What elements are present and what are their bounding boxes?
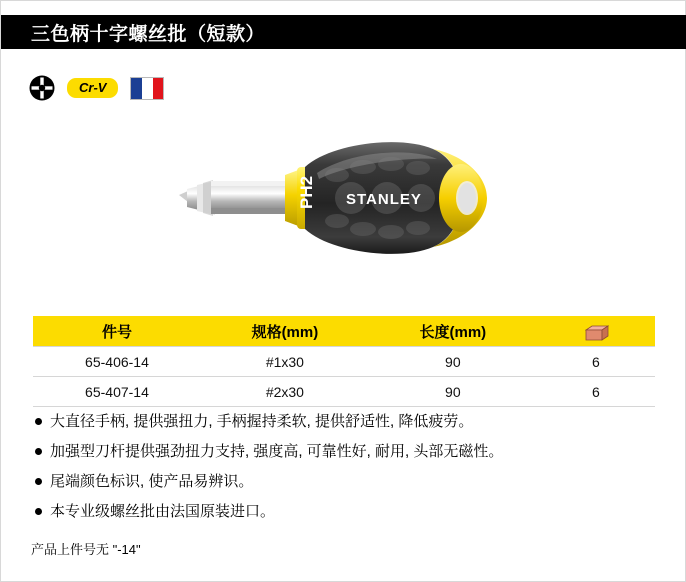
- cell-part-number: 65-407-14: [33, 377, 201, 407]
- bullet-dot-icon: [35, 478, 42, 485]
- page-title: 三色柄十字螺丝批（短款）: [31, 23, 266, 45]
- list-item: [35, 467, 655, 497]
- table-row: [33, 347, 655, 377]
- product-image: [1, 113, 686, 303]
- material-badge: Cr-V: [67, 78, 118, 98]
- cell-spec: #1x30: [201, 347, 369, 377]
- cell-length: 90: [369, 347, 537, 377]
- spec-table: [33, 316, 655, 407]
- feature-text: 大直径手柄, 提供强扭力, 手柄握持柔软, 提供舒适性, 降低疲劳。: [50, 413, 474, 430]
- table-header-box-quantity: [537, 316, 655, 347]
- feature-text: 尾端颜色标识, 使产品易辨识。: [50, 473, 254, 490]
- cell-box-quantity: 6: [537, 347, 655, 377]
- footnote: 产品上件号无 "-14": [31, 542, 141, 557]
- cell-spec: #2x30: [201, 377, 369, 407]
- table-header-spec: 规格(mm): [201, 316, 369, 347]
- france-flag-icon: [130, 77, 164, 100]
- feature-text: 本专业级螺丝批由法国原装进口。: [50, 503, 276, 520]
- page-title-bar: [1, 15, 686, 49]
- list-item: [35, 497, 655, 527]
- list-item: [35, 407, 655, 437]
- badge-row: [29, 75, 164, 101]
- bullet-dot-icon: [35, 508, 42, 515]
- brand-text: STANLEY: [346, 191, 422, 208]
- tip-marking-text: PH2: [297, 175, 316, 209]
- phillips-head-icon: [29, 75, 55, 101]
- bullet-dot-icon: [35, 448, 42, 455]
- bullet-dot-icon: [35, 418, 42, 425]
- feature-text: 加强型刀杆提供强劲扭力支持, 强度高, 可靠性好, 耐用, 头部无磁性。: [50, 443, 504, 460]
- table-header-row: [33, 316, 655, 347]
- table-header-part-number: 件号: [33, 316, 201, 347]
- cell-length: 90: [369, 377, 537, 407]
- feature-list: [35, 407, 655, 527]
- cell-box-quantity: 6: [537, 377, 655, 407]
- box-icon: [585, 325, 607, 339]
- table-header-length: 长度(mm): [369, 316, 537, 347]
- table-row: [33, 377, 655, 407]
- list-item: [35, 437, 655, 467]
- cell-part-number: 65-406-14: [33, 347, 201, 377]
